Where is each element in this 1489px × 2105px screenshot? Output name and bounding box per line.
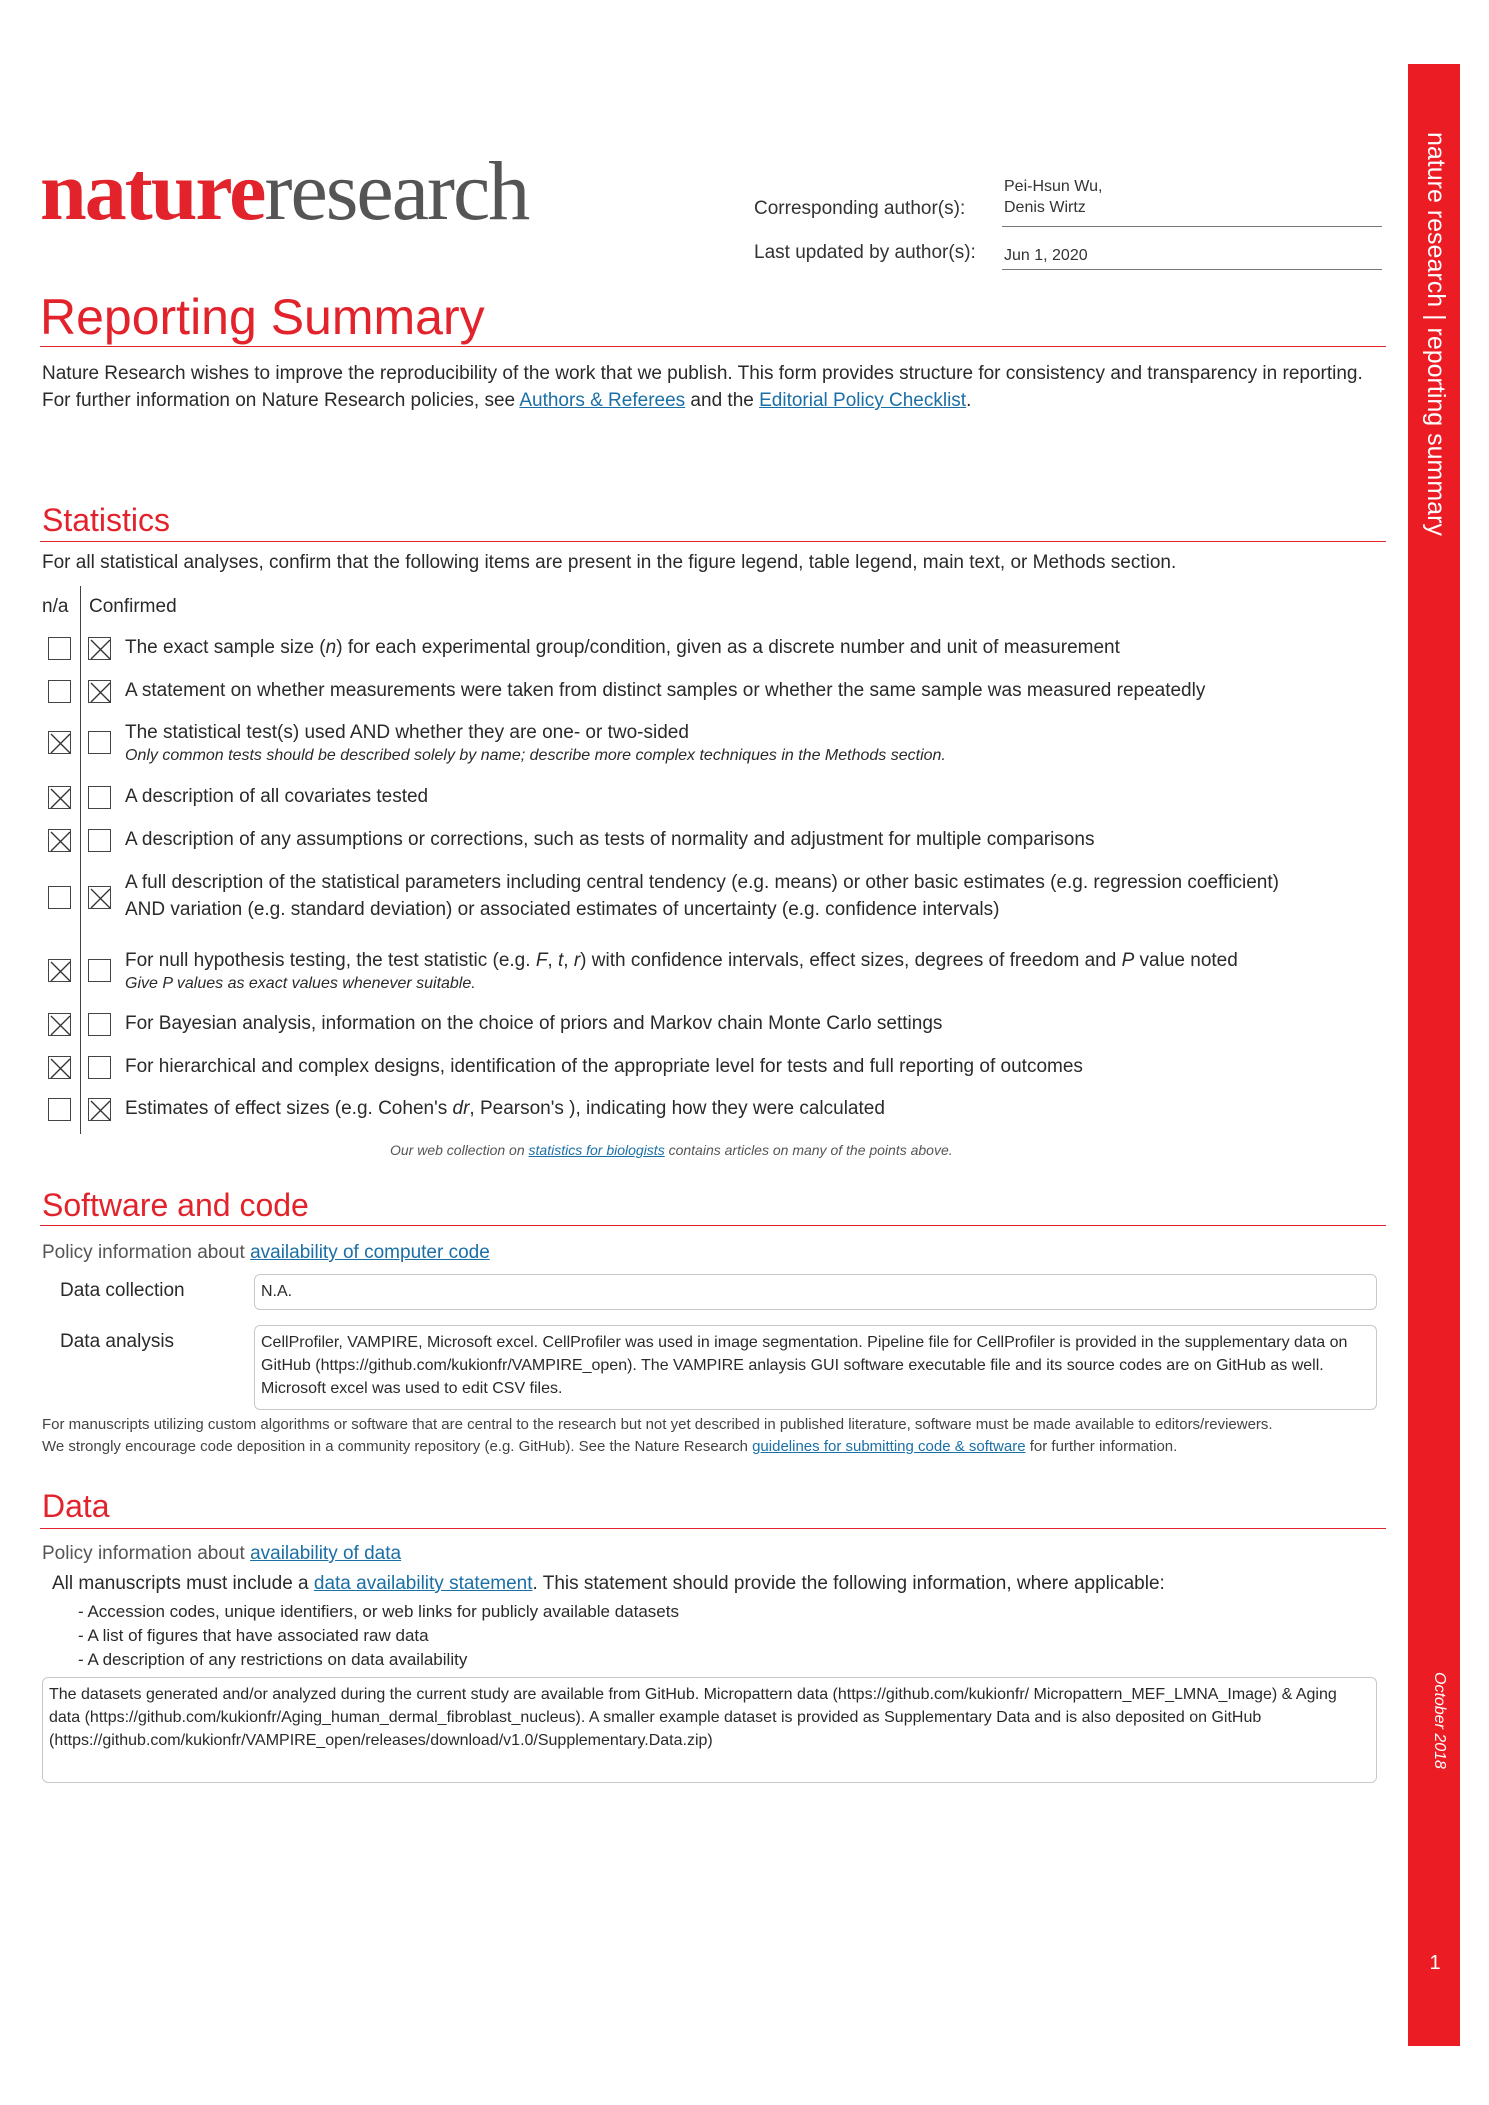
checkbox-column-divider <box>80 586 81 1134</box>
confirmed-checkbox[interactable] <box>88 680 111 703</box>
data-rule <box>40 1528 1386 1529</box>
na-checkbox[interactable] <box>48 731 71 754</box>
last-updated-value: Jun 1, 2020 <box>1004 247 1088 264</box>
sidebar-date: October 2018 <box>1431 1672 1448 1769</box>
confirmed-checkbox[interactable] <box>88 959 111 982</box>
confirmed-checkbox[interactable] <box>88 786 111 809</box>
software-note: For manuscripts utilizing custom algorithms or software that are central to the research but not yet described in published literature, software must be made available to editors/reviewers. We strongly encourage code deposition in a community repository (e.g. GitHub). See the Nature Research guidelines for submitting code & software for further information. <box>42 1416 1273 1455</box>
data-collection-field[interactable]: N.A. <box>254 1274 1377 1310</box>
corresponding-author-line <box>1002 226 1382 227</box>
confirmed-checkbox[interactable] <box>88 1013 111 1036</box>
checklist-item-text: For Bayesian analysis, information on the choice of priors and Markov chain Monte Carlo settings <box>125 1013 943 1034</box>
checklist-item-text: A description of all covariates tested <box>125 786 429 807</box>
na-checkbox[interactable] <box>48 680 71 703</box>
confirmed-checkbox[interactable] <box>88 829 111 852</box>
data-analysis-label: Data analysis <box>60 1331 175 1352</box>
confirmed-checkbox[interactable] <box>88 731 111 754</box>
data-availability-statement-link[interactable]: data availability statement <box>313 1573 533 1594</box>
last-updated-label: Last updated by author(s): <box>754 242 976 263</box>
na-checkbox[interactable] <box>48 886 71 909</box>
page-title: Reporting Summary <box>40 289 485 345</box>
list-item: - A description of any restrictions on data availability <box>78 1650 468 1669</box>
statistics-rule <box>40 541 1386 542</box>
corresponding-author-value: Pei-Hsun Wu, Denis Wirtz <box>1004 178 1103 216</box>
data-collection-label: Data collection <box>60 1280 185 1301</box>
checklist-item-text: For hierarchical and complex designs, identification of the appropriate level for tests and full reporting of outcomes <box>125 1056 1083 1077</box>
checklist-item-text: The exact sample size (n) for each experimental group/condition, given as a discrete number and unit of measurement <box>125 637 1120 658</box>
intro-paragraph: Nature Research wishes to improve the reproducibility of the work that we publish. This form provides structure for consistency and transparency in reporting. For further information on Nature Research policies, see Authors & Referees and the Editorial Policy Checklist. <box>42 363 1363 411</box>
corresponding-author-label: Corresponding author(s): <box>754 198 966 219</box>
confirmed-checkbox[interactable] <box>88 1056 111 1079</box>
checklist-item-text: A statement on whether measurements were taken from distinct samples or whether the same sample was measured repeatedly <box>125 680 1206 701</box>
statistics-heading: Statistics <box>42 502 171 538</box>
confirmed-checkbox[interactable] <box>88 1098 111 1121</box>
confirmed-checkbox[interactable] <box>88 886 111 909</box>
checklist-item-text: Estimates of effect sizes (e.g. Cohen's dr, Pearson's ), indicating how they were calculated <box>125 1098 885 1119</box>
sidebar-title: nature research | reporting summary <box>1422 132 1450 536</box>
availability-of-data-link[interactable]: availability of data <box>250 1543 402 1564</box>
statistics-for-biologists-link[interactable]: statistics for biologists <box>528 1142 665 1158</box>
confirmed-column-header: Confirmed <box>89 596 177 617</box>
data-availability-field[interactable]: The datasets generated and/or analyzed during the current study are available from GitHub. Micropattern data (https://github.com/kukionfr/ Micropattern_MEF_LMNA_Image) & Aging data (https://github.com/kukionfr/Aging_human_dermal_fibroblast_nucleus). A smaller example dataset is provided as Supplementary Data and is also deposited on GitHub (https://github.com/kukionfr/VAMPIRE_open/releases/download/v1.0/Supplementary.Data.zip) <box>42 1677 1377 1783</box>
availability-of-computer-code-link[interactable]: availability of computer code <box>250 1242 490 1263</box>
na-checkbox[interactable] <box>48 1098 71 1121</box>
checklist-item-text: The statistical test(s) used AND whether they are one- or two-sided Only common tests should be described solely by name; describe more complex techniques in the Methods section. <box>125 722 946 764</box>
nature-research-logo: natureresearch <box>40 145 529 238</box>
checklist-item-text: A description of any assumptions or corrections, such as tests of normality and adjustment for multiple comparisons <box>125 829 1095 850</box>
software-heading: Software and code <box>42 1187 309 1223</box>
confirmed-checkbox[interactable] <box>88 637 111 660</box>
na-checkbox[interactable] <box>48 637 71 660</box>
na-column-header: n/a <box>42 596 69 617</box>
data-heading: Data <box>42 1488 110 1524</box>
list-item: - Accession codes, unique identifiers, or web links for publicly available datasets <box>78 1602 679 1621</box>
title-rule <box>40 346 1386 347</box>
page-number: 1 <box>1429 1952 1441 1974</box>
last-updated-line <box>1002 269 1382 270</box>
na-checkbox[interactable] <box>48 829 71 852</box>
data-analysis-field[interactable]: CellProfiler, VAMPIRE, Microsoft excel. CellProfiler was used in image segmentation. Pipeline file for CellProfiler is provided in the supplementary data on GitHub (https://github.com/kukionfr/VAMPIRE_open). The VAMPIRE anlaysis GUI software executable file and its source codes are on GitHub as well. Microsoft excel was used to edit CSV files. <box>254 1325 1377 1410</box>
checklist-item-text: A full description of the statistical parameters including central tendency (e.g. means) or other basic estimates (e.g. regression coefficient) AND variation (e.g. standard deviation) or associated estimates of uncertainty (e.g. confidence intervals) <box>125 872 1279 920</box>
editorial-policy-checklist-link[interactable]: Editorial Policy Checklist <box>759 390 967 411</box>
list-item: - A list of figures that have associated raw data <box>78 1626 429 1645</box>
na-checkbox[interactable] <box>48 786 71 809</box>
software-policy: Policy information about availability of computer code <box>42 1242 490 1263</box>
data-policy: Policy information about availability of data <box>42 1543 402 1564</box>
data-requirement: All manuscripts must include a data availability statement. This statement should provide the following information, where applicable: <box>52 1573 1165 1594</box>
authors-referees-link[interactable]: Authors & Referees <box>519 390 686 411</box>
statistics-footnote: Our web collection on statistics for biologists contains articles on many of the points above. <box>390 1142 953 1158</box>
na-checkbox[interactable] <box>48 1056 71 1079</box>
code-guidelines-link[interactable]: guidelines for submitting code & software <box>752 1438 1026 1455</box>
na-checkbox[interactable] <box>48 1013 71 1036</box>
checklist-item-text: For null hypothesis testing, the test statistic (e.g. F, t, r) with confidence intervals, effect sizes, degrees of freedom and P value noted Give P values as exact values whenever suitable. <box>125 950 1238 992</box>
statistics-intro: For all statistical analyses, confirm that the following items are present in the figure legend, table legend, main text, or Methods section. <box>42 552 1177 573</box>
na-checkbox[interactable] <box>48 959 71 982</box>
software-rule <box>40 1225 1386 1226</box>
data-bullet-list <box>78 1600 679 1672</box>
